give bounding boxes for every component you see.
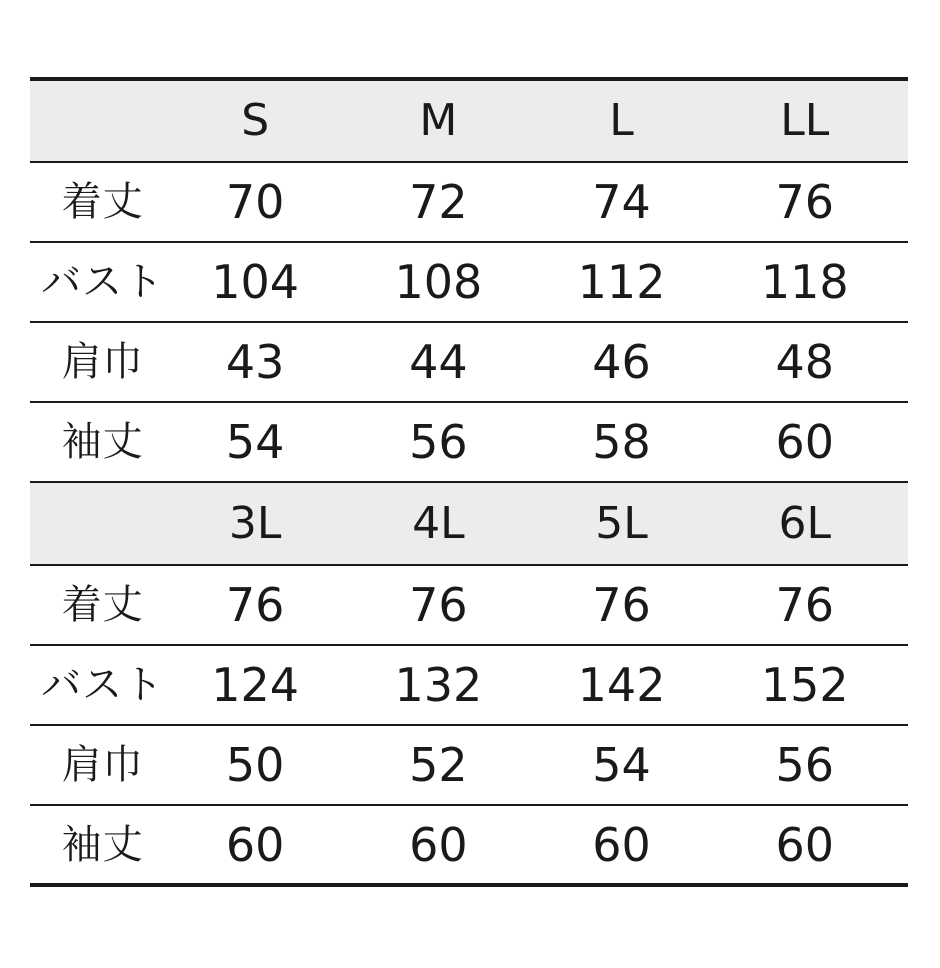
table-cell: 43 xyxy=(175,322,358,402)
row-label: 着丈 xyxy=(30,162,175,242)
table-cell: 56 xyxy=(725,725,908,805)
table-row xyxy=(30,242,908,322)
table-cell: 108 xyxy=(358,242,541,322)
table-cell: 72 xyxy=(358,162,541,242)
table-cell: 76 xyxy=(725,565,908,645)
size-heading: 6L xyxy=(725,482,908,565)
row-label: 袖丈 xyxy=(30,402,175,482)
table-cell: 60 xyxy=(725,402,908,482)
table-cell: 74 xyxy=(542,162,725,242)
size-chart-table xyxy=(30,77,908,887)
size-heading: S xyxy=(175,79,358,162)
table-cell: 76 xyxy=(175,565,358,645)
size-heading: LL xyxy=(725,79,908,162)
table-cell: 76 xyxy=(725,162,908,242)
table-cell: 52 xyxy=(358,725,541,805)
table-row xyxy=(30,805,908,885)
size-header-row xyxy=(30,482,908,565)
size-header-row xyxy=(30,79,908,162)
row-label: バスト xyxy=(30,242,175,322)
table-cell: 56 xyxy=(358,402,541,482)
table-row xyxy=(30,402,908,482)
table-cell: 118 xyxy=(725,242,908,322)
table-cell: 46 xyxy=(542,322,725,402)
row-label: バスト xyxy=(30,645,175,725)
table-cell: 60 xyxy=(358,805,541,885)
table-row xyxy=(30,322,908,402)
size-heading: 3L xyxy=(175,482,358,565)
table-row xyxy=(30,645,908,725)
header-corner xyxy=(30,79,175,162)
table-cell: 48 xyxy=(725,322,908,402)
table-cell: 152 xyxy=(725,645,908,725)
table-row xyxy=(30,725,908,805)
row-label: 着丈 xyxy=(30,565,175,645)
row-label: 袖丈 xyxy=(30,805,175,885)
table-cell: 70 xyxy=(175,162,358,242)
table-cell: 60 xyxy=(725,805,908,885)
size-heading: M xyxy=(358,79,541,162)
table-cell: 50 xyxy=(175,725,358,805)
table-cell: 60 xyxy=(542,805,725,885)
table-cell: 76 xyxy=(358,565,541,645)
table-cell: 60 xyxy=(175,805,358,885)
table-cell: 54 xyxy=(542,725,725,805)
table-cell: 132 xyxy=(358,645,541,725)
table-cell: 124 xyxy=(175,645,358,725)
header-corner xyxy=(30,482,175,565)
table-row xyxy=(30,565,908,645)
size-heading: 4L xyxy=(358,482,541,565)
table-cell: 58 xyxy=(542,402,725,482)
row-label: 肩巾 xyxy=(30,322,175,402)
table-cell: 76 xyxy=(542,565,725,645)
table-cell: 142 xyxy=(542,645,725,725)
table-cell: 104 xyxy=(175,242,358,322)
table-row xyxy=(30,162,908,242)
table-cell: 44 xyxy=(358,322,541,402)
size-heading: 5L xyxy=(542,482,725,565)
table-cell: 112 xyxy=(542,242,725,322)
row-label: 肩巾 xyxy=(30,725,175,805)
size-heading: L xyxy=(542,79,725,162)
table-cell: 54 xyxy=(175,402,358,482)
